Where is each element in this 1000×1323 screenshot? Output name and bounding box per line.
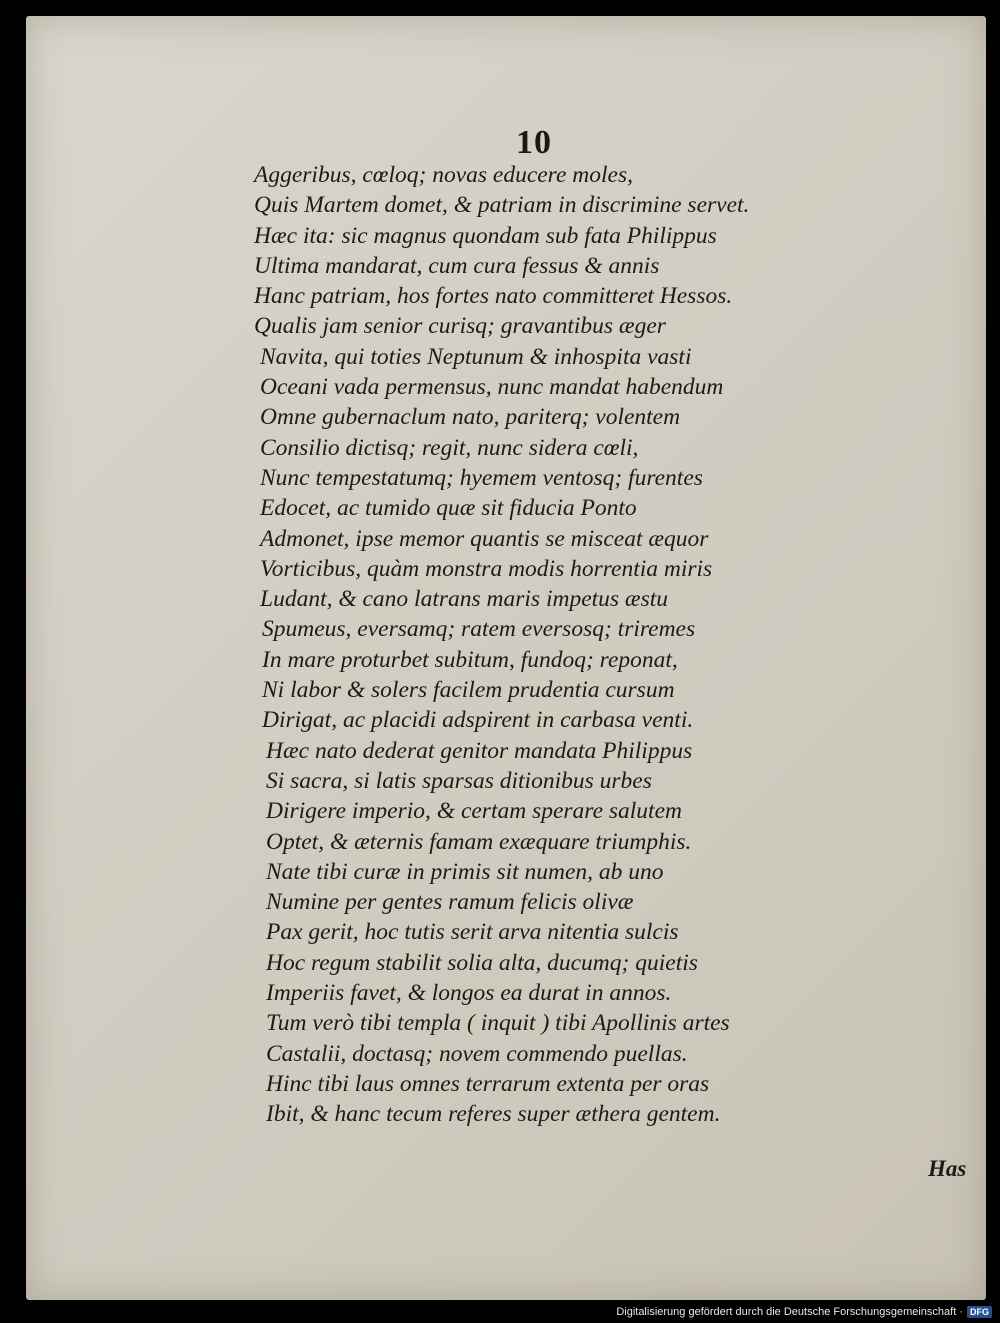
verse-line: Castalii, doctasq; novem commendo puellas. bbox=[266, 1040, 688, 1067]
verse-line: Spumeus, eversamq; ratem eversosq; triremes bbox=[262, 616, 696, 643]
verse-line: Vorticibus, quàm monstra modis horrentia miris bbox=[260, 555, 713, 582]
verse-line: Quis Martem domet, & patriam in discrimine servet. bbox=[254, 192, 750, 219]
verse-line: Oceani vada permensus, nunc mandat habendum bbox=[260, 374, 724, 401]
verse-line: Tum verò tibi templa ( inquit ) tibi Apollinis artes bbox=[266, 1010, 730, 1037]
verse-line: Ultima mandarat, cum cura fessus & annis bbox=[254, 252, 660, 279]
verse-line: In mare proturbet subitum, fundoq; reponat, bbox=[262, 646, 678, 673]
verse-line: Imperiis favet, & longos ea durat in annos. bbox=[266, 980, 672, 1007]
scanned-page bbox=[26, 16, 986, 1300]
catchword: Has bbox=[928, 1156, 967, 1181]
verse-line: Hæc nato dederat genitor mandata Philippus bbox=[266, 737, 693, 764]
verse-line: Qualis jam senior curisq; gravantibus æger bbox=[254, 313, 666, 340]
verse-line: Nunc tempestatumq; hyemem ventosq; furentes bbox=[260, 464, 703, 491]
verse-line: Dirigat, ac placidi adspirent in carbasa venti. bbox=[262, 707, 694, 734]
verse-line: Aggeribus, cœloq; novas educere moles, bbox=[254, 162, 633, 188]
verse-text bbox=[254, 160, 749, 1130]
verse-line: Ludant, & cano latrans maris impetus æstu bbox=[260, 586, 669, 613]
verse-line: Hinc tibi laus omnes terrarum extenta per oras bbox=[266, 1070, 710, 1097]
digitization-credit bbox=[616, 1306, 992, 1318]
verse-line: Numine per gentes ramum felicis olivæ bbox=[266, 889, 634, 916]
verse-line: Consilio dictisq; regit, nunc sidera cœli, bbox=[260, 434, 639, 461]
verse-line: Pax gerit, hoc tutis serit arva nitentia sulcis bbox=[266, 919, 679, 946]
verse-line: Hæc ita: sic magnus quondam sub fata Philippus bbox=[254, 222, 717, 249]
verse-line: Navita, qui toties Neptunum & inhospita vasti bbox=[260, 343, 692, 370]
verse-line: Ibit, & hanc tecum referes super æthera gentem. bbox=[266, 1101, 721, 1128]
dfg-logo: DFG bbox=[967, 1306, 992, 1318]
credit-text: Digitalisierung gefördert durch die Deutsche Forschungsgemeinschaft · bbox=[616, 1306, 963, 1318]
verse-line: Edocet, ac tumido quæ sit fiducia Ponto bbox=[260, 495, 637, 522]
verse-line: Si sacra, si latis sparsas ditionibus urbes bbox=[266, 767, 652, 794]
verse-line: Dirigere imperio, & certam sperare salutem bbox=[266, 798, 682, 825]
verse-line: Nate tibi curæ in primis sit numen, ab uno bbox=[266, 858, 664, 885]
verse-line: Optet, & æternis famam exæquare triumphis. bbox=[266, 828, 692, 855]
verse-line: Hanc patriam, hos fortes nato committeret Hessos. bbox=[254, 283, 733, 310]
verse-line: Hoc regum stabilit solia alta, ducumq; quietis bbox=[266, 949, 698, 976]
verse-line: Ni labor & solers facilem prudentia cursum bbox=[262, 677, 675, 704]
page-number: 10 bbox=[516, 124, 552, 161]
verse-line: Admonet, ipse memor quantis se misceat æquor bbox=[260, 525, 709, 552]
verse-line: Omne gubernaclum nato, pariterq; volentem bbox=[260, 404, 681, 431]
